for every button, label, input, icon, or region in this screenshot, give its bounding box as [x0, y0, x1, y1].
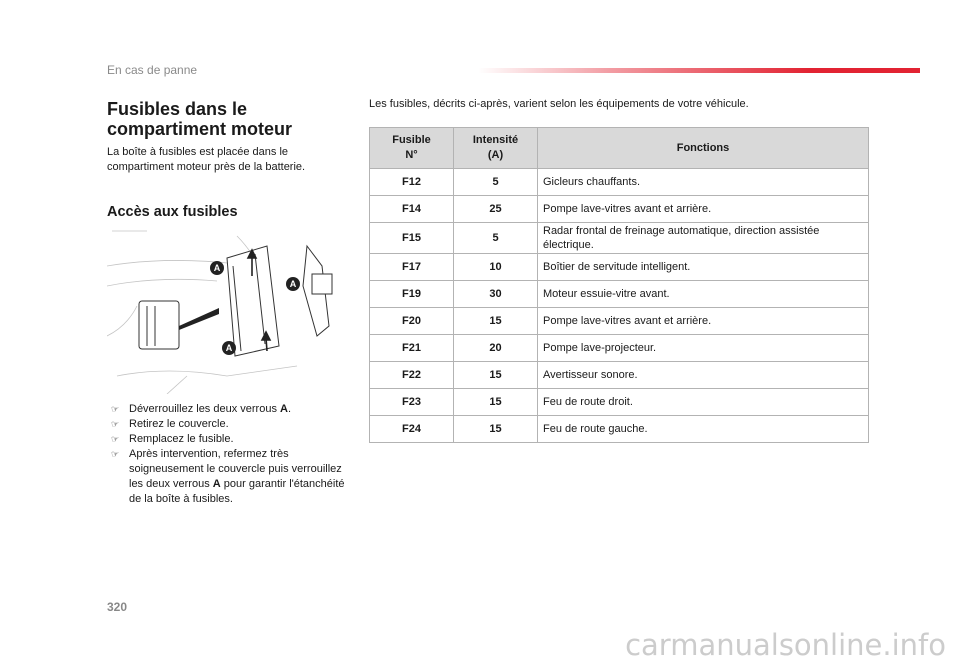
pointer-bullet-icon: ☞ — [111, 419, 120, 429]
page-title: Fusibles dans le compartiment moteur — [107, 99, 293, 139]
function-cell: Avertisseur sonore. — [538, 362, 869, 389]
table-row — [370, 416, 869, 443]
pointer-bullet-icon: ☞ — [111, 449, 120, 459]
table-row — [370, 362, 869, 389]
fuse-number-cell: F23 — [370, 389, 454, 416]
table-row — [370, 196, 869, 223]
fuse-number-cell: F22 — [370, 362, 454, 389]
function-cell: Feu de route droit. — [538, 389, 869, 416]
step-item: ☞ Retirez le couvercle. — [111, 418, 229, 430]
fuse-box-illustration — [107, 226, 347, 394]
amperage-cell: 25 — [454, 196, 538, 223]
table-row — [370, 223, 869, 254]
procedure-steps — [107, 402, 357, 507]
table-row — [370, 308, 869, 335]
marker-a-label: A — [225, 343, 233, 353]
table-row — [370, 281, 869, 308]
pointer-bullet-icon: ☞ — [111, 404, 120, 414]
amperage-cell: 15 — [454, 389, 538, 416]
header-functions: Fonctions — [538, 128, 869, 169]
step-item: ☞ Remplacez le fusible. — [111, 433, 234, 445]
amperage-cell: 30 — [454, 281, 538, 308]
intro-text: La boîte à fusibles est placée dans le compartiment moteur près de la batterie. — [107, 146, 306, 173]
marker-a-label: A — [213, 263, 221, 273]
table-row — [370, 389, 869, 416]
fuse-number-cell: F19 — [370, 281, 454, 308]
function-cell: Moteur essuie-vitre avant. — [538, 281, 869, 308]
table-row — [370, 169, 869, 196]
marker-a-label: A — [289, 279, 297, 289]
fuse-number-cell: F12 — [370, 169, 454, 196]
header-fuse-number: Fusible N° — [370, 128, 454, 169]
subsection-title: Accès aux fusibles — [107, 204, 238, 220]
amperage-cell: 15 — [454, 308, 538, 335]
header-accent-rule — [478, 68, 920, 73]
fuse-number-cell: F15 — [370, 223, 454, 254]
amperage-cell: 15 — [454, 416, 538, 443]
function-cell: Feu de route gauche. — [538, 416, 869, 443]
fuse-number-cell: F17 — [370, 254, 454, 281]
function-cell: Pompe lave-vitres avant et arrière. — [538, 196, 869, 223]
amperage-cell: 5 — [454, 169, 538, 196]
pointer-bullet-icon: ☞ — [111, 434, 120, 444]
fuse-number-cell: F20 — [370, 308, 454, 335]
fuse-number-cell: F14 — [370, 196, 454, 223]
table-lead-text: Les fusibles, décrits ci-après, varient selon les équipements de votre véhicule. — [369, 98, 749, 110]
page-number: 320 — [107, 600, 128, 614]
function-cell: Pompe lave-vitres avant et arrière. — [538, 308, 869, 335]
table-row — [370, 335, 869, 362]
amperage-cell: 10 — [454, 254, 538, 281]
function-cell: Boîtier de servitude intelligent. — [538, 254, 869, 281]
function-cell: Gicleurs chauffants. — [538, 169, 869, 196]
table-row — [370, 254, 869, 281]
fuse-number-cell: F21 — [370, 335, 454, 362]
section-label: En cas de panne — [107, 63, 198, 77]
function-cell: Pompe lave-projecteur. — [538, 335, 869, 362]
fuse-table — [369, 127, 869, 443]
amperage-cell: 15 — [454, 362, 538, 389]
amperage-cell: 20 — [454, 335, 538, 362]
fuse-number-cell: F24 — [370, 416, 454, 443]
amperage-cell: 5 — [454, 223, 538, 254]
table-header-row — [370, 128, 869, 169]
watermark: carmanualsonline.info — [625, 628, 946, 662]
step-item: ☞ Déverrouillez les deux verrous A. — [111, 403, 292, 415]
step-item: ☞ Après intervention, refermez très soigneusement le couvercle puis verrouillez les deux verrous A pour garantir l'étanchéité de la boîte à fusibles. — [111, 448, 345, 505]
function-cell: Radar frontal de freinage automatique, direction assistée électrique. — [538, 223, 869, 254]
header-amperage: Intensité (A) — [454, 128, 538, 169]
